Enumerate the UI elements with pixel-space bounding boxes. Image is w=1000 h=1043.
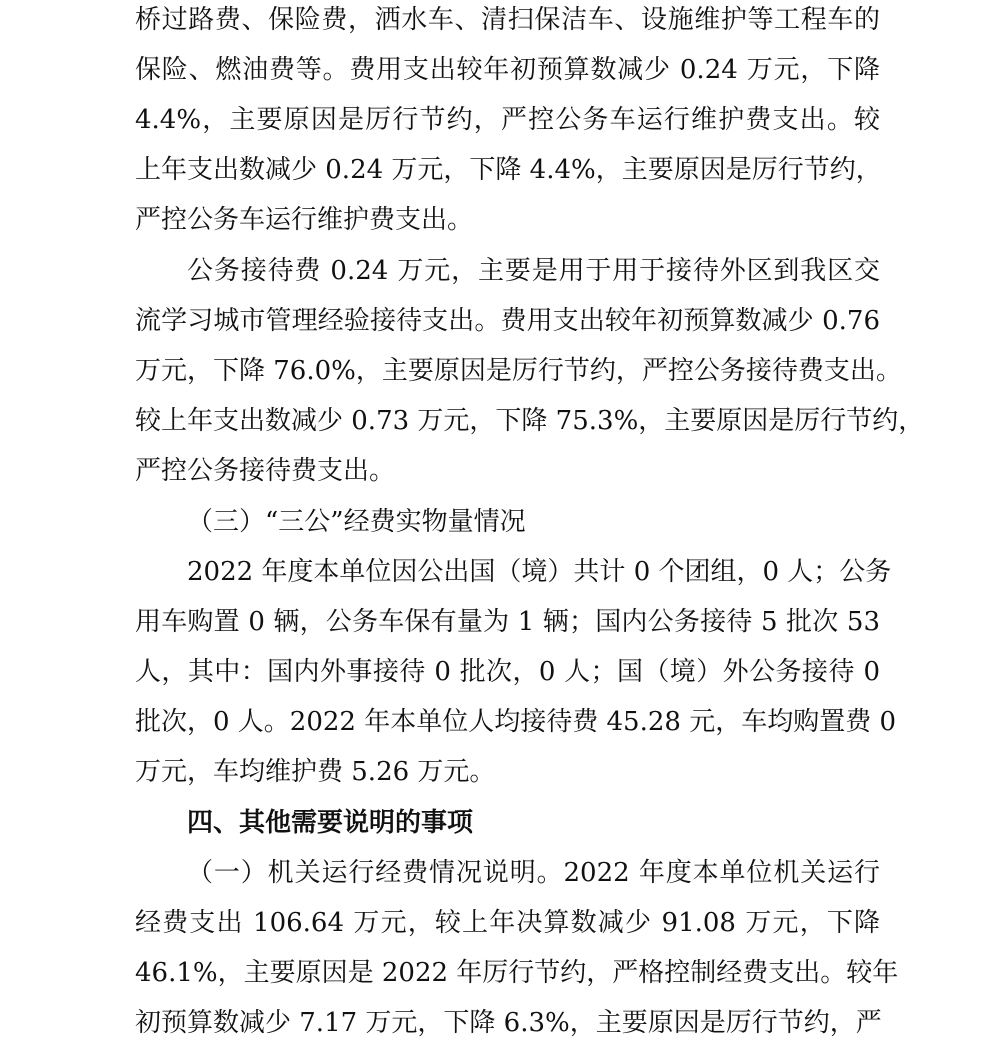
text-line: 万元，车均维护费 5.26 万元。 (135, 757, 496, 787)
text-line: 初预算数减少 7.17 万元，下降 6.3%，主要原因是厉行节约，严 (135, 1008, 882, 1038)
text-line: 严控公务接待费支出。 (135, 456, 396, 486)
text-line: 保险、燃油费等。费用支出较年初预算数减少 0.24 万元，下降 (135, 55, 880, 85)
text-line: 较上年支出数减少 0.73 万元，下降 75.3%，主要原因是厉行节约， (135, 406, 925, 436)
text-line: 桥过路费、保险费，洒水车、清扫保洁车、设施维护等工程车的 (135, 5, 880, 35)
text-line: 2022 年度本单位因公出国（境）共计 0 个团组，0 人；公务 (187, 557, 892, 587)
text-line: 万元，下降 76.0%，主要原因是厉行节约，严控公务接待费支出。 (135, 356, 902, 386)
text-line: 上年支出数减少 0.24 万元，下降 4.4%，主要原因是厉行节约， (135, 155, 882, 185)
text-line: 流学习城市管理经验接待支出。费用支出较年初预算数减少 0.76 (135, 306, 880, 336)
text-line: 严控公务车运行维护费支出。 (135, 205, 474, 235)
text-line: 批次，0 人。2022 年本单位人均接待费 45.28 元，车均购置费 0 (135, 707, 897, 737)
text-line: 4.4%，主要原因是厉行节约，严控公务车运行维护费支出。较 (135, 105, 880, 135)
section-heading: （三）“三公”经费实物量情况 (187, 507, 526, 537)
section-heading: 四、其他需要说明的事项 (187, 808, 474, 838)
text-line: （一）机关运行经费情况说明。2022 年度本单位机关运行 (187, 858, 880, 888)
text-line: 用车购置 0 辆，公务车保有量为 1 辆；国内公务接待 5 批次 53 (135, 607, 880, 637)
text-line: 公务接待费 0.24 万元，主要是用于用于接待外区到我区交 (187, 256, 880, 286)
text-line: 46.1%，主要原因是 2022 年厉行节约，严格控制经费支出。较年 (135, 958, 899, 988)
text-line: 经费支出 106.64 万元，较上年决算数减少 91.08 万元，下降 (135, 908, 880, 938)
text-line: 人，其中：国内外事接待 0 批次，0 人；国（境）外公务接待 0 (135, 657, 880, 687)
